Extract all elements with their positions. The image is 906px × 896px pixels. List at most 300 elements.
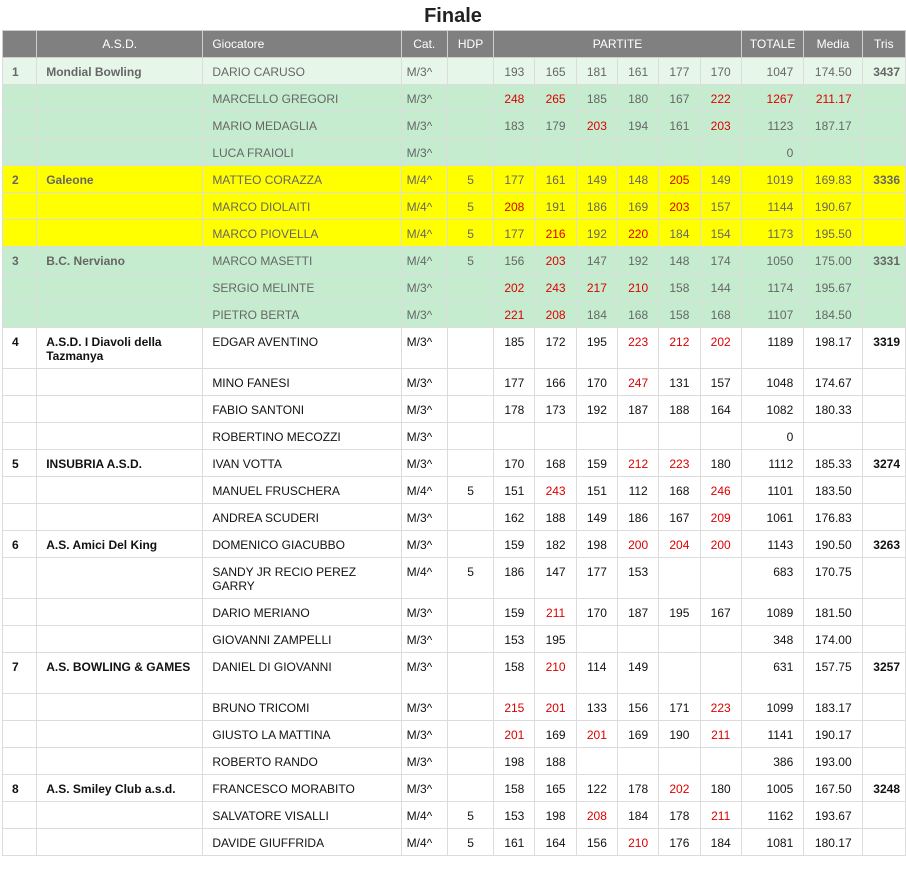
results-table xyxy=(2,30,906,856)
col-player: Giocatore xyxy=(203,31,401,58)
game-score-cell-value: 208 xyxy=(545,308,566,322)
game-score-cell xyxy=(700,369,741,396)
tris-cell xyxy=(862,139,905,166)
hdp-cell-value: 5 xyxy=(467,809,474,823)
average-cell-value: 190.50 xyxy=(814,538,852,552)
table-row xyxy=(3,220,906,247)
game-score-cell-value: 192 xyxy=(628,254,649,268)
tris-cell xyxy=(862,721,905,748)
average-cell-value: 174.00 xyxy=(814,633,852,647)
category-cell xyxy=(401,112,447,139)
average-cell-value: 157.75 xyxy=(814,660,852,674)
game-score-cell-value: 180 xyxy=(628,92,649,106)
game-score-cell xyxy=(576,450,617,477)
game-score-cell xyxy=(576,166,617,193)
game-score-cell xyxy=(494,274,535,301)
game-score-cell xyxy=(700,396,741,423)
average-cell xyxy=(804,531,862,558)
average-cell xyxy=(804,775,862,802)
total-cell-value: 1143 xyxy=(767,538,794,552)
rank-cell-value: 3 xyxy=(12,254,19,268)
game-score-cell-value: 161 xyxy=(628,65,649,79)
game-score-cell xyxy=(576,558,617,599)
game-score-cell xyxy=(700,653,741,694)
hdp-cell xyxy=(447,477,493,504)
tris-cell-value xyxy=(863,220,900,227)
team-cell-value xyxy=(46,301,202,308)
game-score-cell-value: 211 xyxy=(711,809,731,823)
game-score-cell-value: 191 xyxy=(545,200,566,214)
player-cell-value: ROBERTINO MECOZZI xyxy=(212,430,341,444)
average-cell-value: 211.17 xyxy=(815,92,852,106)
player-cell-value: DOMENICO GIACUBBO xyxy=(212,538,345,552)
average-cell xyxy=(804,247,862,274)
game-score-cell xyxy=(535,58,576,85)
game-score-cell xyxy=(700,328,741,369)
tris-cell-value xyxy=(863,694,900,701)
total-cell-value: 1099 xyxy=(766,701,794,715)
team-cell-value: A.S. BOWLING & GAMES xyxy=(46,660,191,674)
rank-cell-value xyxy=(12,802,36,809)
tris-cell-value xyxy=(863,721,900,728)
game-score-cell-value: 176 xyxy=(669,836,690,850)
game-score-cell xyxy=(618,477,659,504)
game-score-cell-value: 149 xyxy=(586,511,607,525)
game-score-cell xyxy=(659,58,700,85)
category-cell-value: M/4^ xyxy=(406,836,433,850)
table-row xyxy=(3,301,906,328)
rank-cell-value xyxy=(12,504,36,511)
game-score-cell-value: 246 xyxy=(710,484,731,498)
game-score-cell xyxy=(618,450,659,477)
game-score-cell xyxy=(494,829,535,856)
tris-cell-value xyxy=(863,477,900,484)
game-score-cell-value: 202 xyxy=(504,281,525,295)
total-cell xyxy=(741,369,803,396)
game-score-cell-value xyxy=(577,748,617,755)
game-score-cell xyxy=(494,301,535,328)
hdp-cell-value xyxy=(448,139,493,146)
game-score-cell-value: 180 xyxy=(710,782,731,796)
hdp-cell xyxy=(447,274,493,301)
average-cell xyxy=(804,558,862,599)
game-score-cell-value: 167 xyxy=(669,511,690,525)
game-score-cell-value: 248 xyxy=(504,92,525,106)
average-cell-value: 167.50 xyxy=(814,782,852,796)
hdp-cell xyxy=(447,423,493,450)
player-cell-value: DAVIDE GIUFFRIDA xyxy=(212,836,325,850)
game-score-cell xyxy=(535,599,576,626)
game-score-cell-value: 221 xyxy=(504,308,525,322)
rank-cell xyxy=(3,301,37,328)
game-score-cell xyxy=(535,328,576,369)
hdp-cell-value xyxy=(448,301,493,308)
table-row xyxy=(3,694,906,721)
hdp-cell xyxy=(447,85,493,112)
table-row xyxy=(3,85,906,112)
game-score-cell-value xyxy=(701,139,741,146)
tris-cell-value: 3257 xyxy=(873,660,900,674)
team-cell xyxy=(37,328,203,369)
total-cell-value: 1061 xyxy=(766,511,794,525)
game-score-cell xyxy=(618,247,659,274)
game-score-cell xyxy=(618,274,659,301)
game-score-cell xyxy=(576,328,617,369)
tris-cell-value xyxy=(863,599,900,606)
game-score-cell xyxy=(576,396,617,423)
category-cell xyxy=(401,721,447,748)
player-cell xyxy=(203,829,401,856)
game-score-cell xyxy=(700,829,741,856)
game-score-cell xyxy=(659,423,700,450)
total-cell xyxy=(741,558,803,599)
average-cell-value xyxy=(804,423,851,430)
category-cell-value: M/4^ xyxy=(406,173,433,187)
player-cell xyxy=(203,694,401,721)
game-score-cell-value: 159 xyxy=(504,606,525,620)
rank-cell-value: 6 xyxy=(12,538,19,552)
category-cell-value: M/3^ xyxy=(406,701,433,715)
col-avg: Media xyxy=(804,31,862,58)
total-cell-value: 1101 xyxy=(767,484,794,498)
rank-cell xyxy=(3,58,37,85)
average-cell xyxy=(804,220,862,247)
game-score-cell-value: 158 xyxy=(504,660,525,674)
game-score-cell-value: 162 xyxy=(504,511,525,525)
player-cell-value: MARCELLO GREGORI xyxy=(212,92,339,106)
hdp-cell xyxy=(447,694,493,721)
team-cell xyxy=(37,504,203,531)
hdp-cell xyxy=(447,626,493,653)
category-cell-value: M/3^ xyxy=(406,511,433,525)
game-score-cell xyxy=(535,829,576,856)
game-score-cell xyxy=(576,775,617,802)
game-score-cell xyxy=(700,748,741,775)
game-score-cell-value xyxy=(494,423,534,430)
game-score-cell xyxy=(494,694,535,721)
rank-cell xyxy=(3,328,37,369)
game-score-cell xyxy=(659,748,700,775)
team-cell-value: A.S.D. I Diavoli della Tazmanya xyxy=(46,335,162,363)
col-total: TOTALE xyxy=(741,31,803,58)
player-cell xyxy=(203,626,401,653)
game-score-cell-value: 201 xyxy=(586,728,607,742)
tris-cell xyxy=(862,301,905,328)
game-score-cell-value: 202 xyxy=(669,782,690,796)
team-cell xyxy=(37,85,203,112)
tris-cell-value: 3274 xyxy=(873,457,900,471)
tris-cell-value xyxy=(863,193,900,200)
table-row xyxy=(3,721,906,748)
game-score-cell-value: 148 xyxy=(669,254,690,268)
game-score-cell-value: 185 xyxy=(504,335,525,349)
game-score-cell-value xyxy=(618,423,658,430)
category-cell-value: M/3^ xyxy=(406,606,433,620)
table-row xyxy=(3,423,906,450)
game-score-cell xyxy=(576,274,617,301)
game-score-cell-value: 153 xyxy=(628,565,649,579)
team-cell-value xyxy=(46,274,202,281)
rank-cell-value xyxy=(12,112,36,119)
col-tris: Tris xyxy=(862,31,905,58)
total-cell-value: 1089 xyxy=(766,606,794,620)
player-cell xyxy=(203,599,401,626)
team-cell xyxy=(37,301,203,328)
category-cell xyxy=(401,396,447,423)
game-score-cell xyxy=(659,504,700,531)
game-score-cell-value: 184 xyxy=(628,809,649,823)
game-score-cell-value: 203 xyxy=(669,200,690,214)
player-cell-value: MARCO MASETTI xyxy=(212,254,313,268)
game-score-cell xyxy=(700,274,741,301)
player-cell-value: FABIO SANTONI xyxy=(212,403,305,417)
game-score-cell-value: 151 xyxy=(504,484,525,498)
game-score-cell-value: 210 xyxy=(628,281,649,295)
col-cat: Cat. xyxy=(401,31,447,58)
average-cell-value: 190.17 xyxy=(814,728,852,742)
rank-cell xyxy=(3,139,37,166)
game-score-cell-value: 223 xyxy=(669,457,690,471)
total-cell-value: 631 xyxy=(773,660,794,674)
game-score-cell-value xyxy=(701,558,741,565)
game-score-cell xyxy=(535,166,576,193)
player-cell xyxy=(203,721,401,748)
hdp-cell xyxy=(447,653,493,694)
game-score-cell-value: 217 xyxy=(586,281,607,295)
total-cell-value: 1173 xyxy=(767,227,794,241)
player-cell-value: FRANCESCO MORABITO xyxy=(212,782,355,796)
game-score-cell-value: 161 xyxy=(545,173,566,187)
game-score-cell-value: 186 xyxy=(504,565,525,579)
rank-cell xyxy=(3,626,37,653)
game-score-cell xyxy=(535,220,576,247)
game-score-cell xyxy=(576,653,617,694)
rank-cell-value xyxy=(12,829,36,836)
total-cell xyxy=(741,626,803,653)
hdp-cell-value xyxy=(448,112,493,119)
game-score-cell xyxy=(535,775,576,802)
table-row xyxy=(3,504,906,531)
game-score-cell-value xyxy=(577,626,617,633)
team-cell-value xyxy=(46,112,202,119)
category-cell xyxy=(401,369,447,396)
game-score-cell-value: 177 xyxy=(504,227,525,241)
game-score-cell-value: 198 xyxy=(545,809,566,823)
game-score-cell-value: 168 xyxy=(628,308,649,322)
game-score-cell xyxy=(494,166,535,193)
game-score-cell-value: 195 xyxy=(545,633,566,647)
game-score-cell-value: 212 xyxy=(669,335,690,349)
rank-cell xyxy=(3,599,37,626)
team-cell-value: INSUBRIA A.S.D. xyxy=(46,457,143,471)
hdp-cell-value xyxy=(448,721,493,728)
team-cell xyxy=(37,220,203,247)
rank-cell xyxy=(3,193,37,220)
rank-cell xyxy=(3,653,37,694)
game-score-cell-value: 194 xyxy=(628,119,649,133)
game-score-cell-value: 170 xyxy=(586,376,607,390)
game-score-cell xyxy=(576,599,617,626)
game-score-cell-value: 200 xyxy=(628,538,649,552)
category-cell xyxy=(401,166,447,193)
total-cell-value: 0 xyxy=(786,430,794,444)
total-cell-value: 1141 xyxy=(767,728,794,742)
team-cell xyxy=(37,423,203,450)
game-score-cell xyxy=(494,247,535,274)
category-cell-value: M/3^ xyxy=(406,92,433,106)
game-score-cell-value: 201 xyxy=(545,701,566,715)
game-score-cell-value: 149 xyxy=(628,660,649,674)
team-cell-value xyxy=(46,477,202,484)
hdp-cell xyxy=(447,775,493,802)
player-cell-value: DANIEL DI GIOVANNI xyxy=(212,660,332,674)
game-score-cell-value: 151 xyxy=(586,484,607,498)
team-cell-value: Galeone xyxy=(46,173,94,187)
game-score-cell-value: 177 xyxy=(504,376,525,390)
game-score-cell-value xyxy=(577,139,617,146)
total-cell xyxy=(741,653,803,694)
tris-cell xyxy=(862,423,905,450)
game-score-cell-value: 265 xyxy=(545,92,566,106)
game-score-cell-value: 192 xyxy=(586,403,607,417)
tris-cell xyxy=(862,274,905,301)
game-score-cell xyxy=(700,477,741,504)
team-cell xyxy=(37,626,203,653)
game-score-cell-value: 215 xyxy=(504,701,525,715)
category-cell xyxy=(401,450,447,477)
average-cell-value: 174.50 xyxy=(814,65,852,79)
total-cell xyxy=(741,166,803,193)
average-cell xyxy=(804,599,862,626)
total-cell-value: 0 xyxy=(786,146,794,160)
total-cell-value: 1019 xyxy=(766,173,794,187)
player-cell xyxy=(203,558,401,599)
rank-cell xyxy=(3,220,37,247)
game-score-cell-value: 147 xyxy=(586,254,607,268)
game-score-cell-value: 168 xyxy=(710,308,731,322)
average-cell xyxy=(804,653,862,694)
rank-cell-value xyxy=(12,274,36,281)
game-score-cell-value xyxy=(659,423,699,430)
game-score-cell xyxy=(535,477,576,504)
total-cell xyxy=(741,504,803,531)
game-score-cell xyxy=(700,423,741,450)
hdp-cell xyxy=(447,531,493,558)
average-cell xyxy=(804,166,862,193)
game-score-cell-value: 187 xyxy=(628,403,649,417)
game-score-cell-value: 188 xyxy=(545,511,566,525)
tris-cell-value xyxy=(863,748,900,755)
team-cell-value xyxy=(46,694,202,701)
tris-cell xyxy=(862,653,905,694)
total-cell-value: 1123 xyxy=(767,119,794,133)
game-score-cell-value: 190 xyxy=(669,728,690,742)
game-score-cell xyxy=(659,653,700,694)
game-score-cell xyxy=(494,775,535,802)
table-row xyxy=(3,58,906,85)
game-score-cell xyxy=(659,477,700,504)
game-score-cell xyxy=(494,450,535,477)
table-row xyxy=(3,748,906,775)
team-cell xyxy=(37,396,203,423)
table-row xyxy=(3,247,906,274)
rank-cell-value xyxy=(12,220,36,227)
game-score-cell-value: 184 xyxy=(586,308,607,322)
hdp-cell-value: 5 xyxy=(467,836,474,850)
table-row xyxy=(3,626,906,653)
game-score-cell-value: 114 xyxy=(587,660,607,674)
total-cell xyxy=(741,274,803,301)
category-cell xyxy=(401,139,447,166)
game-score-cell xyxy=(576,694,617,721)
category-cell xyxy=(401,58,447,85)
game-score-cell xyxy=(618,721,659,748)
player-cell xyxy=(203,775,401,802)
game-score-cell-value xyxy=(535,139,575,146)
rank-cell xyxy=(3,531,37,558)
game-score-cell-value xyxy=(577,423,617,430)
game-score-cell-value: 208 xyxy=(586,809,607,823)
rank-cell-value xyxy=(12,85,36,92)
total-cell xyxy=(741,450,803,477)
rank-cell-value xyxy=(12,369,36,376)
hdp-cell-value xyxy=(448,423,493,430)
team-cell xyxy=(37,247,203,274)
game-score-cell xyxy=(659,721,700,748)
player-cell-value: LUCA FRAIOLI xyxy=(212,146,294,160)
team-cell-value: A.S. Amici Del King xyxy=(46,538,158,552)
game-score-cell xyxy=(700,694,741,721)
game-score-cell xyxy=(618,369,659,396)
team-cell xyxy=(37,829,203,856)
total-cell xyxy=(741,301,803,328)
average-cell-value: 176.83 xyxy=(814,511,852,525)
team-cell xyxy=(37,531,203,558)
team-cell xyxy=(37,802,203,829)
game-score-cell-value: 188 xyxy=(669,403,690,417)
tris-cell-value xyxy=(863,423,900,430)
category-cell xyxy=(401,193,447,220)
game-score-cell xyxy=(659,274,700,301)
game-score-cell xyxy=(535,112,576,139)
table-row xyxy=(3,328,906,369)
game-score-cell-value: 183 xyxy=(504,119,525,133)
game-score-cell-value xyxy=(618,626,658,633)
player-cell-value: MARIO MEDAGLIA xyxy=(212,119,317,133)
team-cell xyxy=(37,599,203,626)
game-score-cell-value: 159 xyxy=(504,538,525,552)
rank-cell-value xyxy=(12,139,36,146)
player-cell-value: MATTEO CORAZZA xyxy=(212,173,323,187)
game-score-cell-value xyxy=(659,558,699,565)
tris-cell-value xyxy=(863,626,900,633)
game-score-cell-value: 210 xyxy=(628,836,649,850)
game-score-cell xyxy=(700,301,741,328)
game-score-cell xyxy=(576,369,617,396)
total-cell xyxy=(741,721,803,748)
game-score-cell xyxy=(576,829,617,856)
game-score-cell xyxy=(659,112,700,139)
game-score-cell-value: 223 xyxy=(628,335,649,349)
game-score-cell xyxy=(659,450,700,477)
team-cell-value xyxy=(46,721,202,728)
category-cell xyxy=(401,802,447,829)
rank-cell xyxy=(3,558,37,599)
team-cell-value xyxy=(46,802,202,809)
game-score-cell xyxy=(494,112,535,139)
game-score-cell xyxy=(494,369,535,396)
category-cell-value: M/4^ xyxy=(406,254,433,268)
